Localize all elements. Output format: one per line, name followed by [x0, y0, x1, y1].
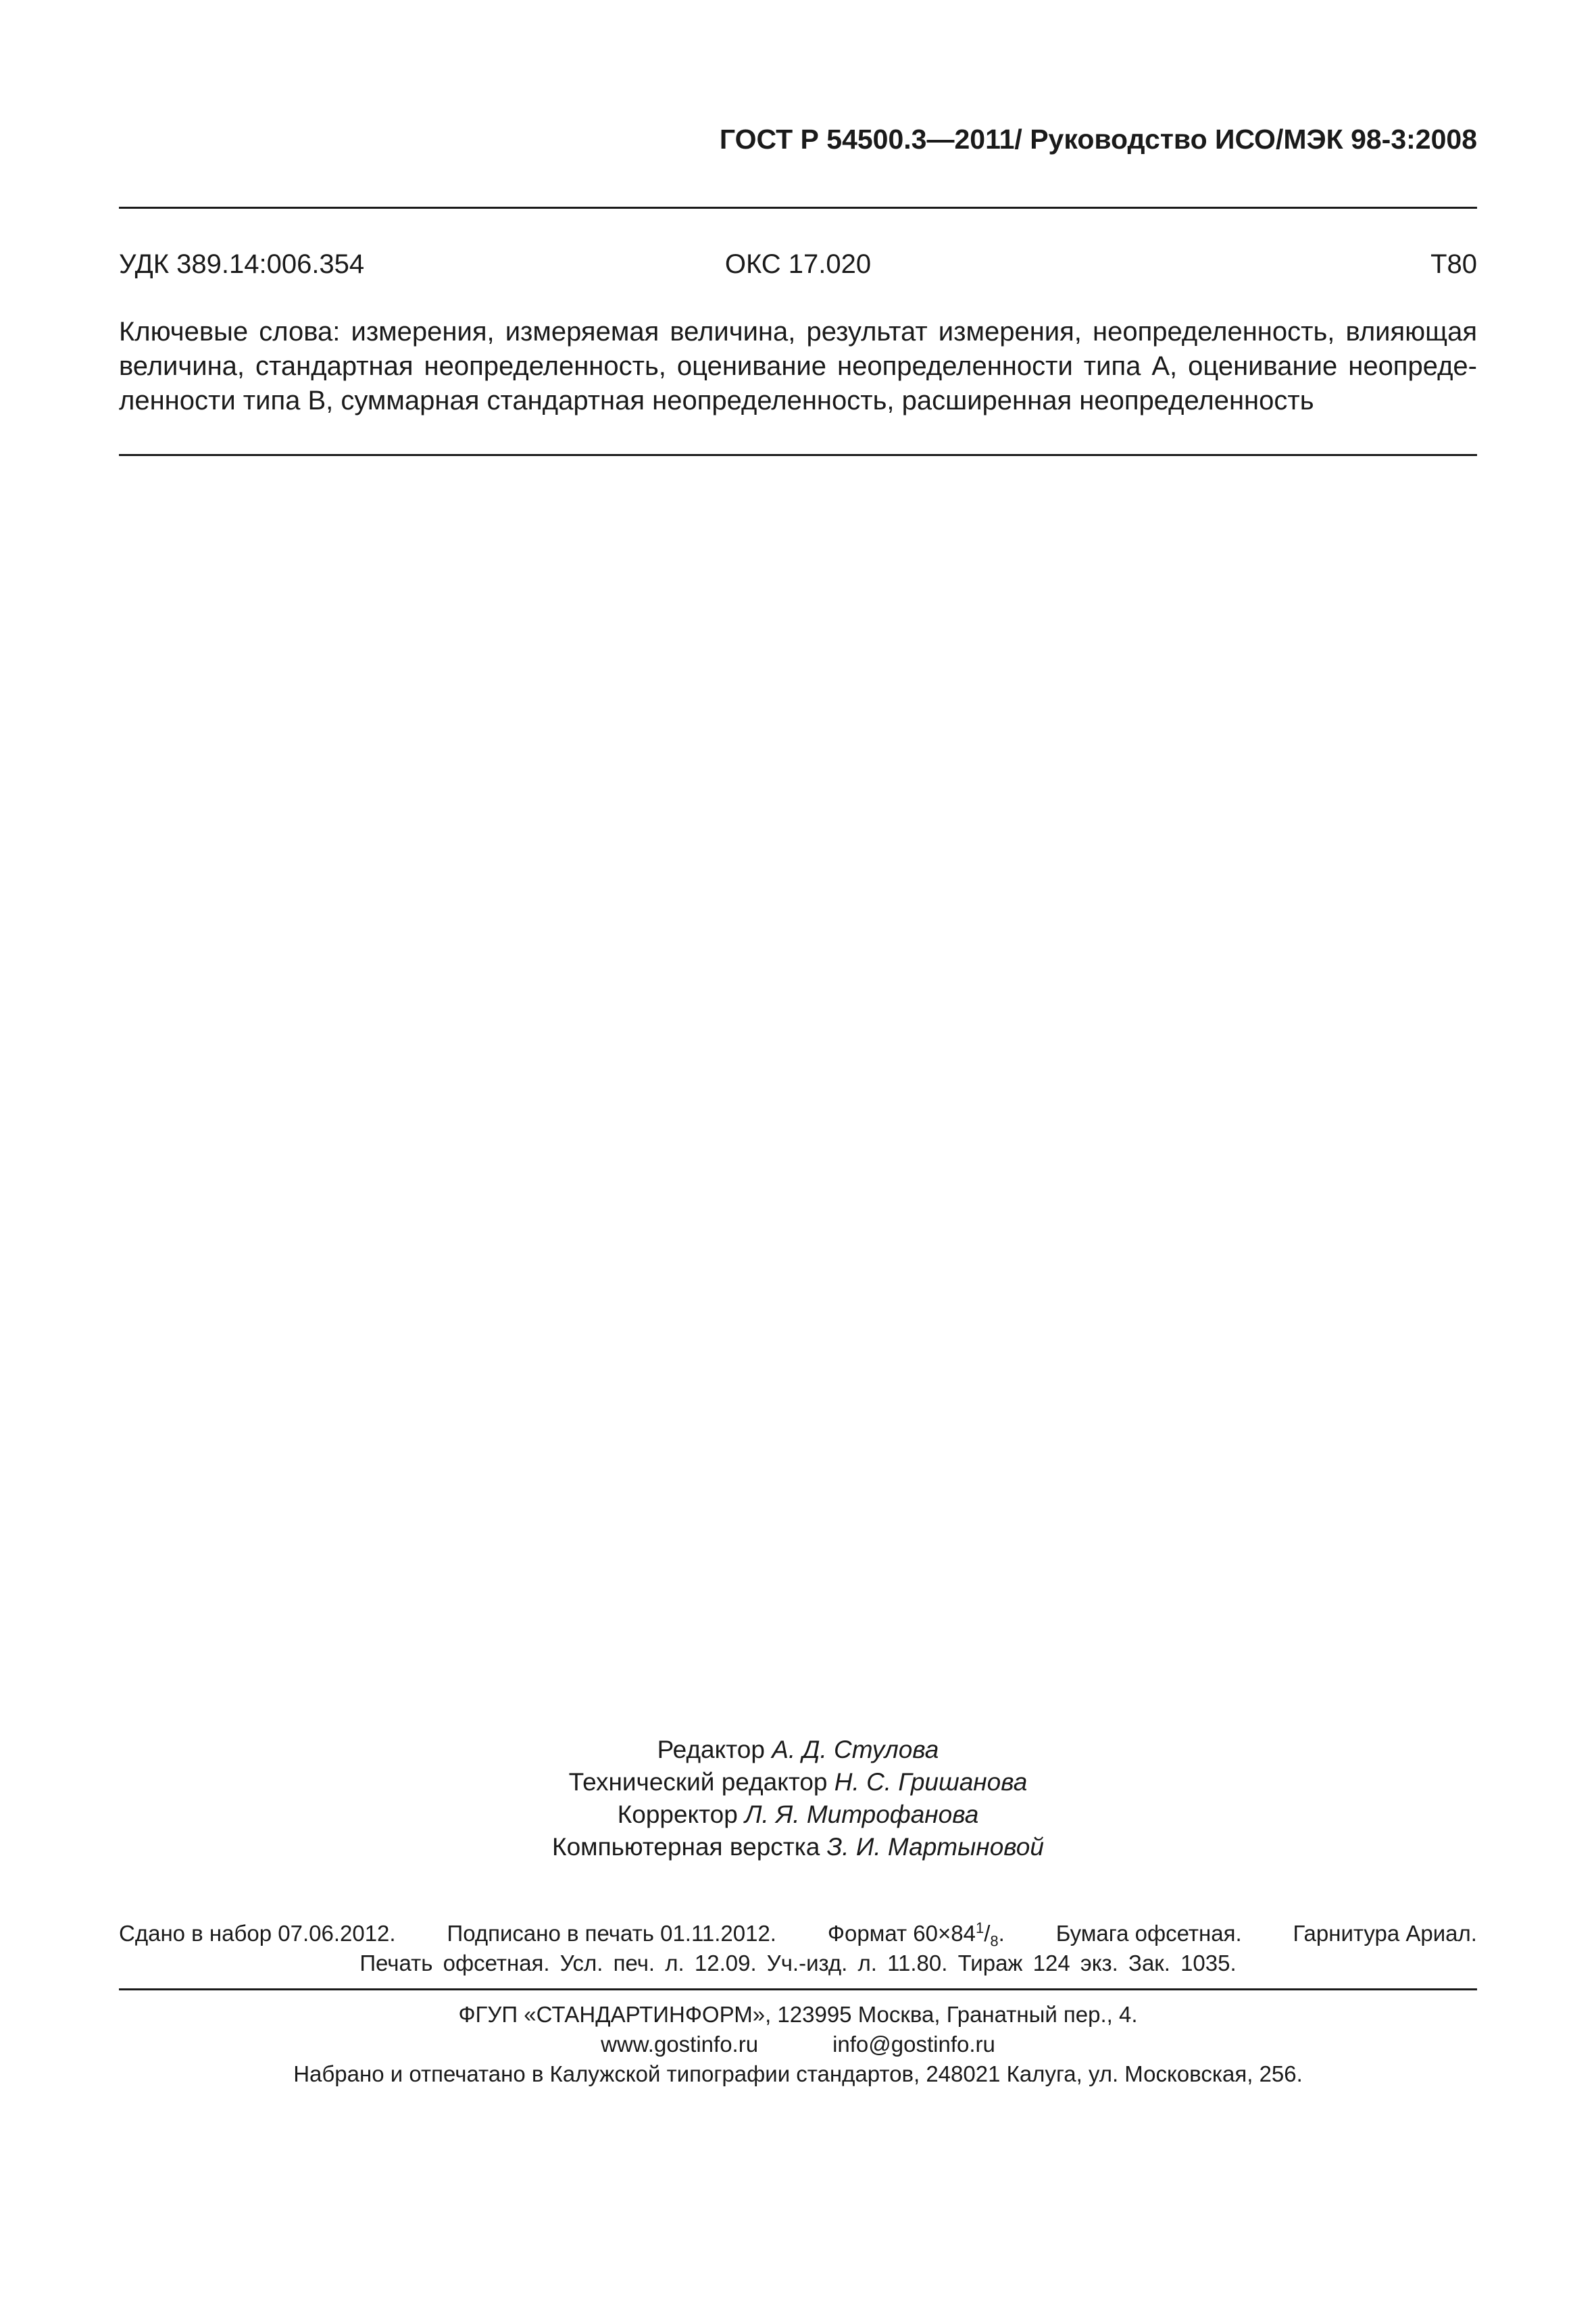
typeface: Гарнитура Ариал. [1293, 1921, 1477, 1946]
submitted-date: Сдано в набор 07.06.2012. [119, 1921, 396, 1946]
header-divider [119, 207, 1477, 209]
publisher-footer [119, 2000, 1477, 2089]
classification-code: Т80 [1430, 249, 1477, 279]
credit-corrector [119, 1799, 1477, 1831]
oks-code: ОКС 17.020 [724, 249, 872, 279]
keywords-divider [119, 454, 1477, 456]
paper-type: Бумага офсетная. [1055, 1921, 1242, 1946]
printing-house: Набрано и отпечатано в Калужской типографии стандартов, 248021 Калуга, ул. Московская, 256. [293, 2061, 1303, 2086]
udk-code: УДК 389.14:006.354 [119, 249, 365, 279]
print-info-line-2: Печать офсетная. Усл. печ. л. 12.09. Уч.-изд. л. 11.80. Тираж 124 экз. Зак. 1035. [359, 1951, 1237, 1976]
credit-editor [119, 1734, 1477, 1766]
credit-role: Технический редактор [568, 1768, 828, 1796]
classification-row [119, 247, 1477, 281]
document-header-title: ГОСТ Р 54500.3—2011/ Руководство ИСО/МЭК 98-3:2008 [719, 124, 1477, 155]
credits-block [119, 1734, 1477, 1863]
credit-name: Н. С. Гришанова [834, 1768, 1028, 1796]
paper-format: Формат $60\times 84^1/_8$. [827, 1919, 1005, 1950]
signed-date: Подписано в печать 01.11.2012. [447, 1921, 776, 1946]
publisher-website: www.gostinfo.ru [601, 2032, 759, 2057]
print-info-line-1 [119, 1919, 1477, 1948]
publisher-address: ФГУП «СТАНДАРТИНФОРМ», 123995 Москва, Гранатный пер., 4. [458, 2002, 1138, 2027]
credit-role: Корректор [617, 1801, 738, 1828]
credit-name: А. Д. Стулова [772, 1736, 939, 1763]
credit-layout [119, 1831, 1477, 1863]
publisher-contacts [119, 2030, 1477, 2059]
print-info-block [119, 1919, 1477, 1978]
credit-name: З. И. Мартыновой [826, 1833, 1044, 1861]
credit-tech-editor [119, 1766, 1477, 1799]
publisher-email: info@gostinfo.ru [832, 2032, 995, 2057]
credit-name: Л. Я. Митрофанова [745, 1801, 979, 1828]
credit-role: Редактор [657, 1736, 765, 1763]
keywords-paragraph: Ключевые слова: измерения, измеряемая величина, результат измерения, неопределенность, влияющая величина, стандартная неопределенность, оценивание неопределенности типа А, оценивание неопределенности типа В, суммарная стандартная неопределенность, расширенная неопределенность [119, 317, 1477, 416]
credit-role: Компьютерная верстка [552, 1833, 820, 1861]
footer-divider [119, 1988, 1477, 1990]
